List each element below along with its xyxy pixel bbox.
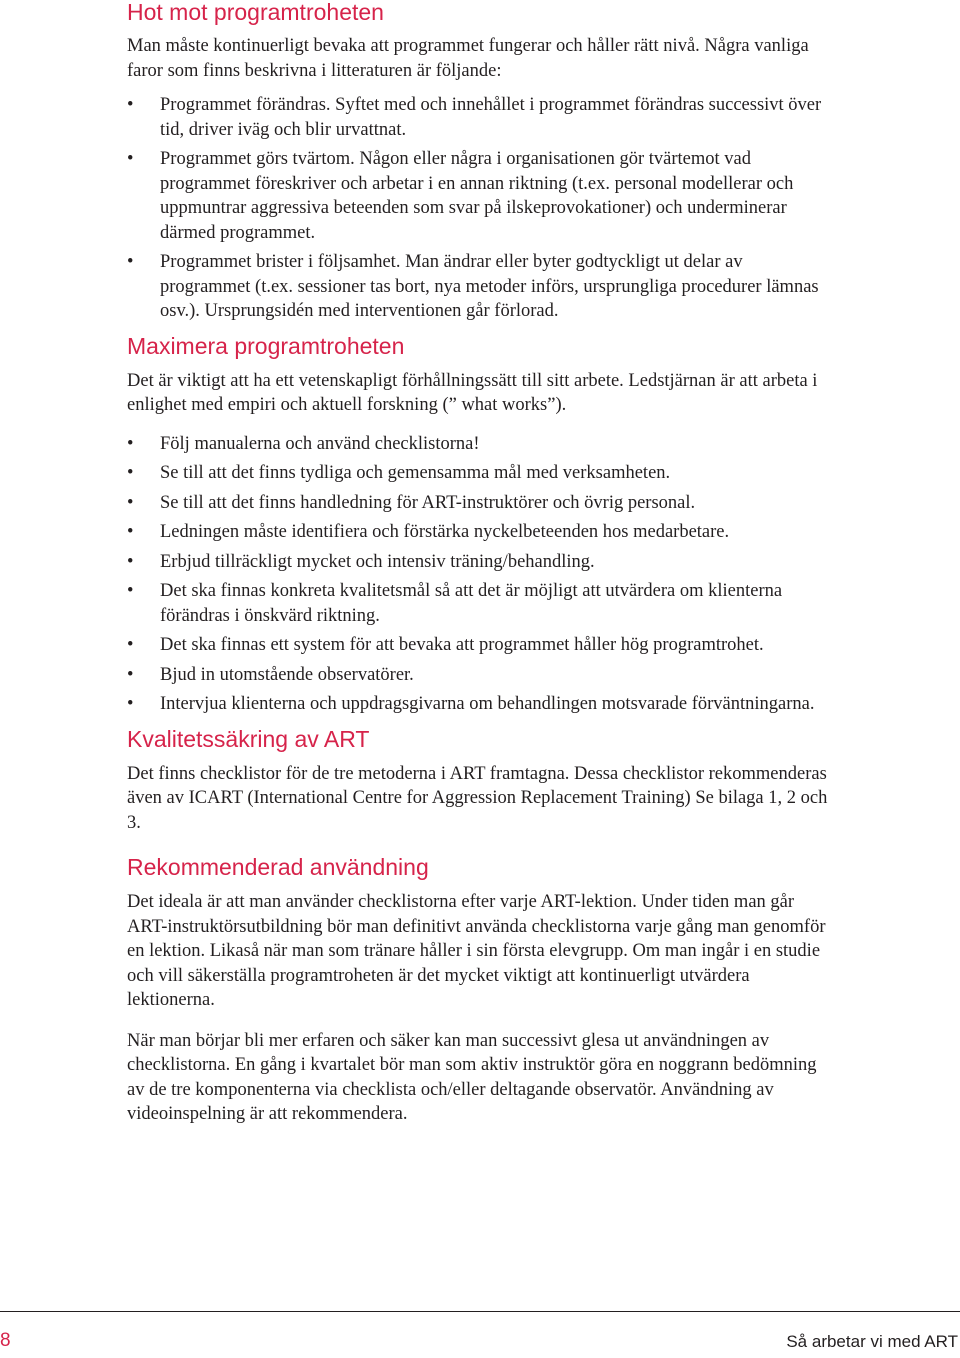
footer-divider [0, 1311, 960, 1312]
heading-quality: Kvalitetssäkring av ART [127, 725, 370, 752]
usage-paragraph-2: När man börjar bli mer erfaren och säker kan man successivt glesa ut användningen av checklistorna. En gång i kvartalet bör man som aktiv instruktör göra en noggrann bedömning av de tre komponenterna via checklista och/eller deltagande observatör. Användning av videoinspelning är att rekommendera. [127, 1030, 817, 1124]
document-page [127, 0, 837, 1127]
list-item: • Ledningen måste identifiera och förstärka nyckelbeteenden hos medarbetare. [127, 522, 730, 542]
usage-paragraph-1: Det ideala är att man använder checklistorna efter varje ART-lektion. Under tiden man går ART-instruktörsutbildning bör man definitivt använda checklistorna varje gång man genomför en lektion. Likaså när man som tränare håller i sin första elevgrupp. Om man ingår i en studie och vill säkerställa programtroheten är det mycket viktigt att kontinuerligt utvärdera lektionerna. [127, 892, 826, 1010]
list-item: • Programmet förändras. Syftet med och innehållet i programmet förändras successivt över tid, driver iväg och blir urvattnat. [127, 95, 822, 140]
list-item: • Intervjua klienterna och uppdragsgivarna om behandlingen motsvarade förväntningarna. [127, 694, 815, 714]
maximize-list [127, 432, 837, 717]
threats-intro: Man måste kontinuerligt bevaka att programmet fungerar och håller rätt nivå. Några vanliga faror som finns beskrivna i litteraturen är följande: [127, 36, 809, 81]
page-number: 8 [0, 1330, 11, 1351]
list-item: • Programmet görs tvärtom. Någon eller några i organisationen gör tvärtemot vad programmet föreskriver och arbetar i en annan riktning (t.ex. personal modellerar och uppmuntrar aggressiva beteenden som svar på ilskeprovokationer) och underminerar därmed programmet. [127, 149, 794, 243]
list-item: • Programmet brister i följsamhet. Man ändrar eller byter godtyckligt ut delar av programmet (t.ex. sessioner tas bort, nya metoder införs, ursprungliga procedurer lämnas osv.). Ursprungsidén med interventionen går förlorad. [127, 252, 819, 321]
list-item: • Det ska finnas konkreta kvalitetsmål så att det är möjligt att utvärdera om klienterna förändras i önskvärd riktning. [127, 581, 783, 626]
heading-threats: Hot mot programtroheten [127, 0, 384, 25]
list-item: • Erbjud tillräckligt mycket och intensiv träning/behandling. [127, 551, 595, 572]
heading-maximize: Maximera programtroheten [127, 332, 405, 359]
maximize-intro: Det är viktigt att ha ett vetenskapligt förhållningssätt till sitt arbete. Ledstjärnan är att arbeta i enlighet med empiri och aktuell forskning (” what works”). [127, 370, 818, 415]
list-item: • Se till att det finns handledning för ART-instruktörer och övrig personal. [127, 492, 696, 513]
list-item: • Bjud in utomstående observatörer. [127, 664, 414, 685]
threats-list [127, 93, 837, 324]
heading-usage: Rekommenderad användning [127, 854, 429, 880]
quality-text: Det finns checklistor för de tre metoderna i ART framtagna. Dessa checklistor rekommenderas även av ICART (International Centre for Aggression Replacement Training) Se bilaga 1, 2 och 3. [127, 763, 828, 833]
footer-title: Så arbetar vi med ART [786, 1332, 958, 1351]
list-item: • Följ manualerna och använd checklistorna! [127, 433, 480, 454]
list-item: • Det ska finnas ett system för att bevaka att programmet håller hög programtrohet. [127, 635, 764, 655]
list-item: • Se till att det finns tydliga och gemensamma mål med verksamheten. [127, 463, 671, 483]
